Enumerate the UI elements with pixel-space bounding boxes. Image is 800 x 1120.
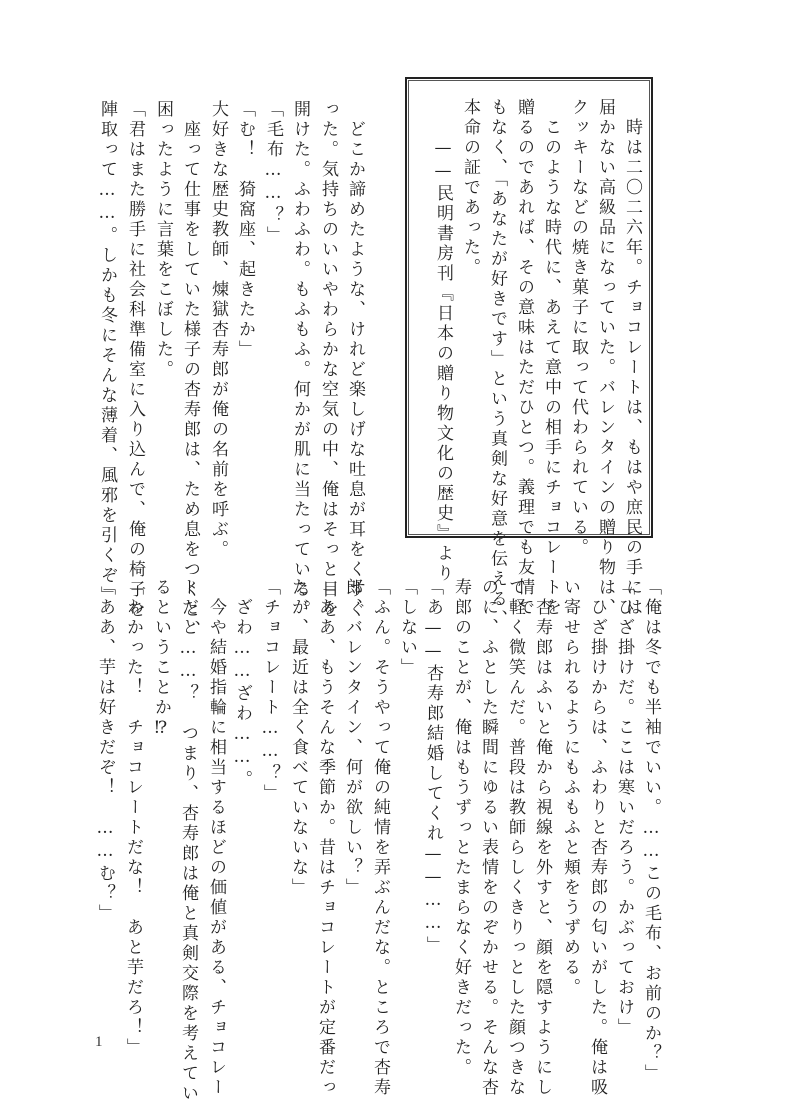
quote-line: 本命の証であった。 xyxy=(460,98,480,278)
text-line: 寿郎のことが、俺はもうずっとたまらなく好きだった。 xyxy=(451,578,471,1078)
text-line: 今や結婚指輪に相当するほどの価値がある、チョコレー xyxy=(206,578,226,1098)
text-line: 困ったように言葉をこぼした。 xyxy=(153,100,173,380)
text-line: 「ふん。そうやって俺の純情を弄ぶんだな。ところで杏寿 xyxy=(370,578,390,1098)
text-line: った。気持ちのいいやわらかな空気の中、俺はそっと目を xyxy=(318,100,338,620)
text-line: どこか諦めたような、けれど楽しげな吐息が耳をくすぐ xyxy=(345,100,365,620)
text-line: 大好きな歴史教師、煉獄杏寿郎が俺の名前を呼ぶ。 xyxy=(208,100,228,560)
text-line: て軽く微笑んだ。普段は教師らしくきりっとした顔つきな xyxy=(505,578,525,1098)
text-line: るということか⁉ xyxy=(151,578,171,741)
text-line: トだと……？ つまり、杏寿郎は俺と真剣交際を考えてい xyxy=(178,578,198,1104)
text-line: 「わかった！ チョコレートだな！ あと芋だろ！」 xyxy=(123,578,143,1058)
text-line: 「しない」 xyxy=(397,578,417,678)
quote-line: もなく、「あなたが好きです」という真剣な好意を伝える、 xyxy=(487,98,507,630)
page-number: 1 xyxy=(95,1034,103,1050)
text-line: 「む！ 猗窩座、起きたか」 xyxy=(235,100,255,360)
text-line: ざわ……ざわ……。 xyxy=(232,578,252,790)
text-line: 「俺は冬でも半袖でいい。……この毛布、お前のか？」 xyxy=(641,578,661,1084)
text-line: 陣取って……。しかも冬にそんな薄着、風邪を引くぞ」 xyxy=(97,100,117,606)
quote-line: 贈るのであれば、その意味はただひとつ。義理でも友情で xyxy=(514,98,534,618)
text-line: 「チョコレート……？」 xyxy=(260,578,280,804)
text-line: 開けた。ふわふわ。もふもふ。何かが肌に当たっている。 xyxy=(290,100,310,620)
text-line: 「ああ、もうそんな季節か。昔はチョコレートが定番だっ xyxy=(315,578,335,1098)
text-line: たが、最近は全く食べていないな」 xyxy=(288,578,308,898)
text-line: 杏寿郎はふいと俺から視線を外すと、顔を隠すようにし xyxy=(532,578,552,1098)
quote-line: 時は二〇二六年。チョコレートは、もはや庶民の手には xyxy=(622,98,642,618)
text-line: のに、ふとした瞬間にゆるい表情をのぞかせる。そんな杏 xyxy=(478,578,498,1098)
quote-line: クッキーなどの焼き菓子に取って代わられている。 xyxy=(568,98,588,558)
text-line: ひざ掛けからは、ふわりと杏寿郎の匂いがした。俺は吸 xyxy=(587,578,607,1098)
text-line: い寄せられるようにもふもふと頬をうずめる。 xyxy=(560,578,580,998)
quote-attribution: ——民明書房刊『日本の贈り物文化の歴史』より xyxy=(433,98,453,584)
text-line: 座って仕事をしていた様子の杏寿郎は、ため息をつくと、 xyxy=(180,100,200,640)
text-line: 「ああ、芋は好きだぞ！ ……む？」 xyxy=(95,578,115,924)
quote-line: このような時代に、あえて意中の相手にチョコレートを xyxy=(541,98,561,618)
text-line: 郎、バレンタイン、何が欲しい？」 xyxy=(342,578,362,898)
text-line: 「ひざ掛けだ。ここは寒いだろう。かぶっておけ」 xyxy=(614,578,634,1038)
text-line: 「君はまた勝手に社会科準備室に入り込んで、俺の椅子を xyxy=(125,100,145,620)
text-line: 「あ——杏寿郎結婚してくれ——……」 xyxy=(423,578,443,956)
quote-line: 届かない高級品になっていた。バレンタインの贈り物は、 xyxy=(595,98,615,618)
text-line: 「毛布……？」 xyxy=(263,100,283,246)
